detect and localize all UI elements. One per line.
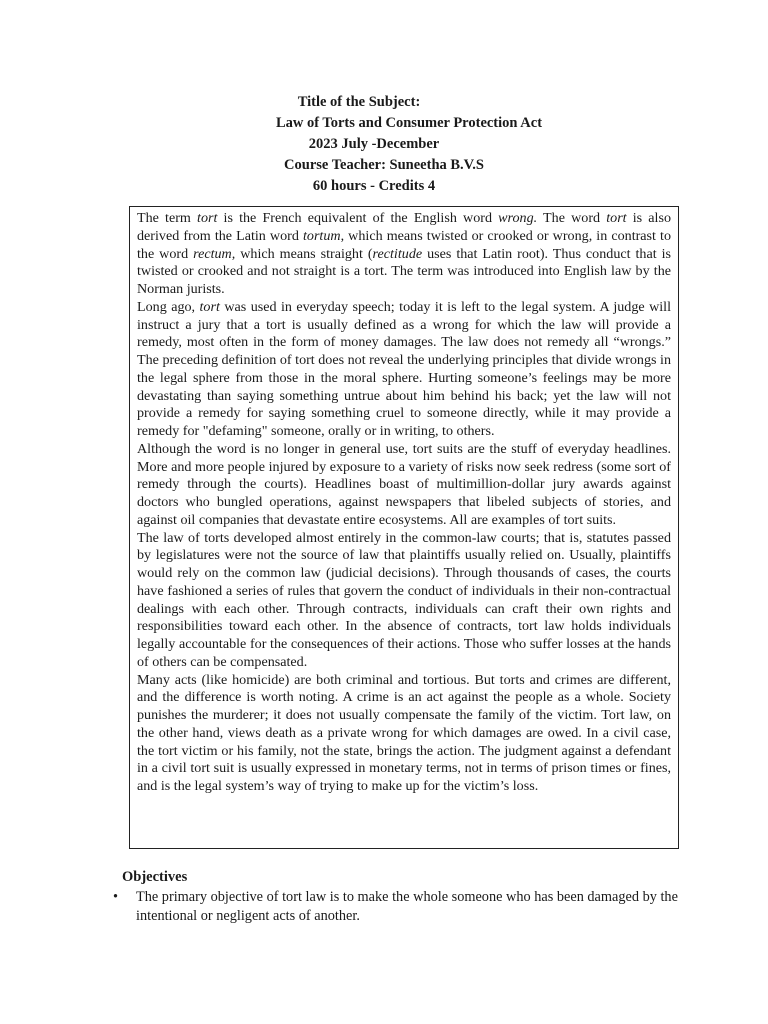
italic-term: tort — [199, 298, 220, 315]
italic-term: rectitude — [372, 245, 423, 262]
subject-name: Law of Torts and Consumer Protection Act — [275, 115, 543, 131]
course-teacher: Course Teacher: Suneetha B.V.S — [284, 157, 484, 173]
objectives-heading: Objectives — [122, 869, 188, 885]
italic-term: tort — [197, 210, 218, 226]
intro-paragraph-5: Many acts (like homicide) are both criminal and tortious. But torts and crimes are different, and the difference is worth noting. A crime is an act against the people as a whole. Society punishes the murderer; it does not usually compensate the family of the victim. Tort law, on the other hand, views death as a private wrong for which damages are owed. In a civil case, the tort victim or his family, not the state, brings the action. The judgment against a defendant in a civil tort suit is usually expressed in monetary terms, not in terms of prison times or fines, and is the legal system’s way of trying to make up for the victim’s loss. — [137, 671, 671, 794]
bullet-icon: • — [113, 889, 119, 905]
document-header — [0, 92, 768, 197]
objective-text: The primary objective of tort law is to make the whole someone who has been damaged by the intentional or negligent acts of another. — [136, 889, 678, 924]
list-item — [113, 888, 681, 926]
intro-text-box — [129, 206, 679, 849]
italic-term: tort — [606, 210, 627, 226]
objectives-list — [113, 888, 681, 926]
intro-paragraph-3: Although the word is no longer in general use, tort suits are the stuff of everyday headlines. More and more people injured by exposure to a variety of risks now seek redress (some sort of remedy through the courts). Headlines boast of multimillion-dollar jury awards against doctors who bungled operations, against newspapers that libeled subjects of stories, and against oil companies that devastate entire ecosystems. All are examples of tort suits. — [137, 440, 671, 528]
course-term: 2023 July -December — [308, 136, 440, 152]
intro-paragraph-1: The term tort is the French equivalent of the English word wrong. The word tort is also derived from the Latin word tortum, which means twisted or crooked or wrong, in contrast to the word rectum, which means straight (rectitude uses that Latin root). Thus conduct that is twisted or crooked and not straight is a tort. The term was introduced into English law by the Norman jurists. — [137, 210, 671, 297]
italic-term: tortum — [302, 227, 341, 244]
subject-title-label: Title of the Subject: — [297, 94, 421, 110]
intro-paragraph-2: Long ago, tort was used in everyday speech; today it is left to the legal system. A judge will instruct a jury that a tort is usually defined as a wrong for which the law will provide a remedy, most often in the form of money damages. The law does not remedy all “wrongs.” The preceding definition of tort does not reveal the underlying principles that divide wrongs in the legal sphere from those in the moral sphere. Hurting someone’s feelings may be more devastating than saying something untrue about him behind his back; yet the law will not provide a remedy for saying something cruel to someone directly, while it may provide a remedy for "defaming" someone, orally or in writing, to others. — [137, 298, 671, 439]
course-hours-credits: 60 hours - Credits 4 — [312, 178, 436, 194]
italic-term: rectum, — [193, 245, 236, 262]
intro-paragraph-4: The law of torts developed almost entirely in the common-law courts; that is, statutes passed by legislatures were not the source of law that plaintiffs usually relied on. Usually, plaintiffs would rely on the common law (judicial decisions). Through thousands of cases, the courts have fashioned a series of rules that govern the conduct of individuals in their non-contractual dealings with each other. Through contracts, individuals can craft their own rights and responsibilities toward each other. In the absence of contracts, tort law holds individuals legally accountable for the consequences of their actions. Those who suffer losses at the hands of others can be compensated. — [137, 529, 671, 670]
italic-term: wrong. — [498, 210, 538, 226]
